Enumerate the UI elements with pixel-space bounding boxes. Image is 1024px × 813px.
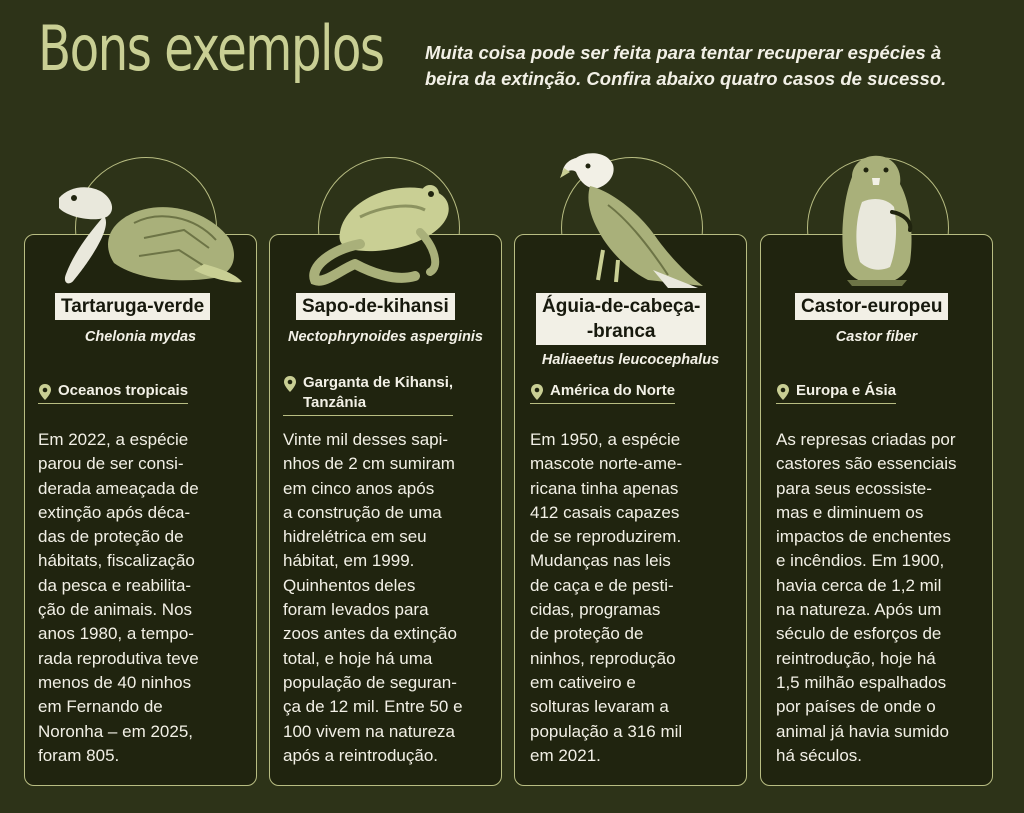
location-text: Europa e Ásia xyxy=(776,381,896,404)
card-body: As represas criadas por castores são essenciais para seus ecossiste- mas e diminuem os impactos de enchentes e incêndios. Em 1900, havia cerca de 1,2 mil na natureza. Após um século de esforços de reintrodução, hoje há 1,5 milhão espalhados por países de onde o animal já havia sumido há séculos. xyxy=(776,430,957,765)
location xyxy=(283,373,453,416)
scientific-name: Chelonia mydas xyxy=(84,329,197,345)
location-pin-icon xyxy=(776,383,790,401)
location xyxy=(530,381,675,404)
location-text: América do Norte xyxy=(530,381,675,404)
scientific-name: Nectophrynoides asperginis xyxy=(288,329,483,345)
scientific-name: Castor fiber xyxy=(835,329,918,345)
card-title: Castor-europeu xyxy=(795,293,948,320)
eagle-icon xyxy=(558,150,708,290)
location-pin-icon xyxy=(283,375,297,393)
frog-icon xyxy=(300,172,465,292)
page-title: Bons exemplos xyxy=(38,12,384,85)
intro-text: Muita coisa pode ser feita para tentar recuperar espécies à beira da extinção. Confira abaixo quatro casos de sucesso. xyxy=(425,42,947,89)
card-title: Sapo-de-kihansi xyxy=(296,293,455,320)
card-title: Águia-de-cabeça- -branca xyxy=(536,293,706,345)
turtle-icon xyxy=(44,178,244,293)
beaver-icon xyxy=(832,152,922,287)
card-body: Vinte mil desses sapi- nhos de 2 cm sumiram em cinco anos após a construção de uma hidrelétrica em seu hábitat, em 1999. Quinhentos deles foram levados para zoos antes da extinção total, e hoje há uma população de seguran- ça de 12 mil. Entre 50 e 100 vivem na natureza após a reintrodução. xyxy=(283,430,463,765)
location-pin-icon xyxy=(38,383,52,401)
card-body: Em 1950, a espécie mascote norte-ame- ricana tinha apenas 412 casais capazes de se reproduzirem. Mudanças nas leis de caça e de pesti- cidas, programas de proteção de ninhos, reprodução em cativeiro e solturas levaram a população a 316 mil em 2021. xyxy=(530,430,683,765)
location-text: Garganta de Kihansi, Tanzânia xyxy=(283,373,453,416)
location xyxy=(38,381,188,404)
card-title: Tartaruga-verde xyxy=(55,293,210,320)
location-text: Oceanos tropicais xyxy=(38,381,188,404)
card-body: Em 2022, a espécie parou de ser consi- derada ameaçada de extinção após déca- das de proteção de hábitats, fiscalização da pesca e reabilita- ção de animais. Nos anos 1980, a tempo- rada reprodutiva teve menos de 40 ninhos em Fernando de Noronha – em 2025, foram 805. xyxy=(38,430,199,765)
location-pin-icon xyxy=(530,383,544,401)
location xyxy=(776,381,896,404)
scientific-name: Haliaeetus leucocephalus xyxy=(541,352,720,368)
